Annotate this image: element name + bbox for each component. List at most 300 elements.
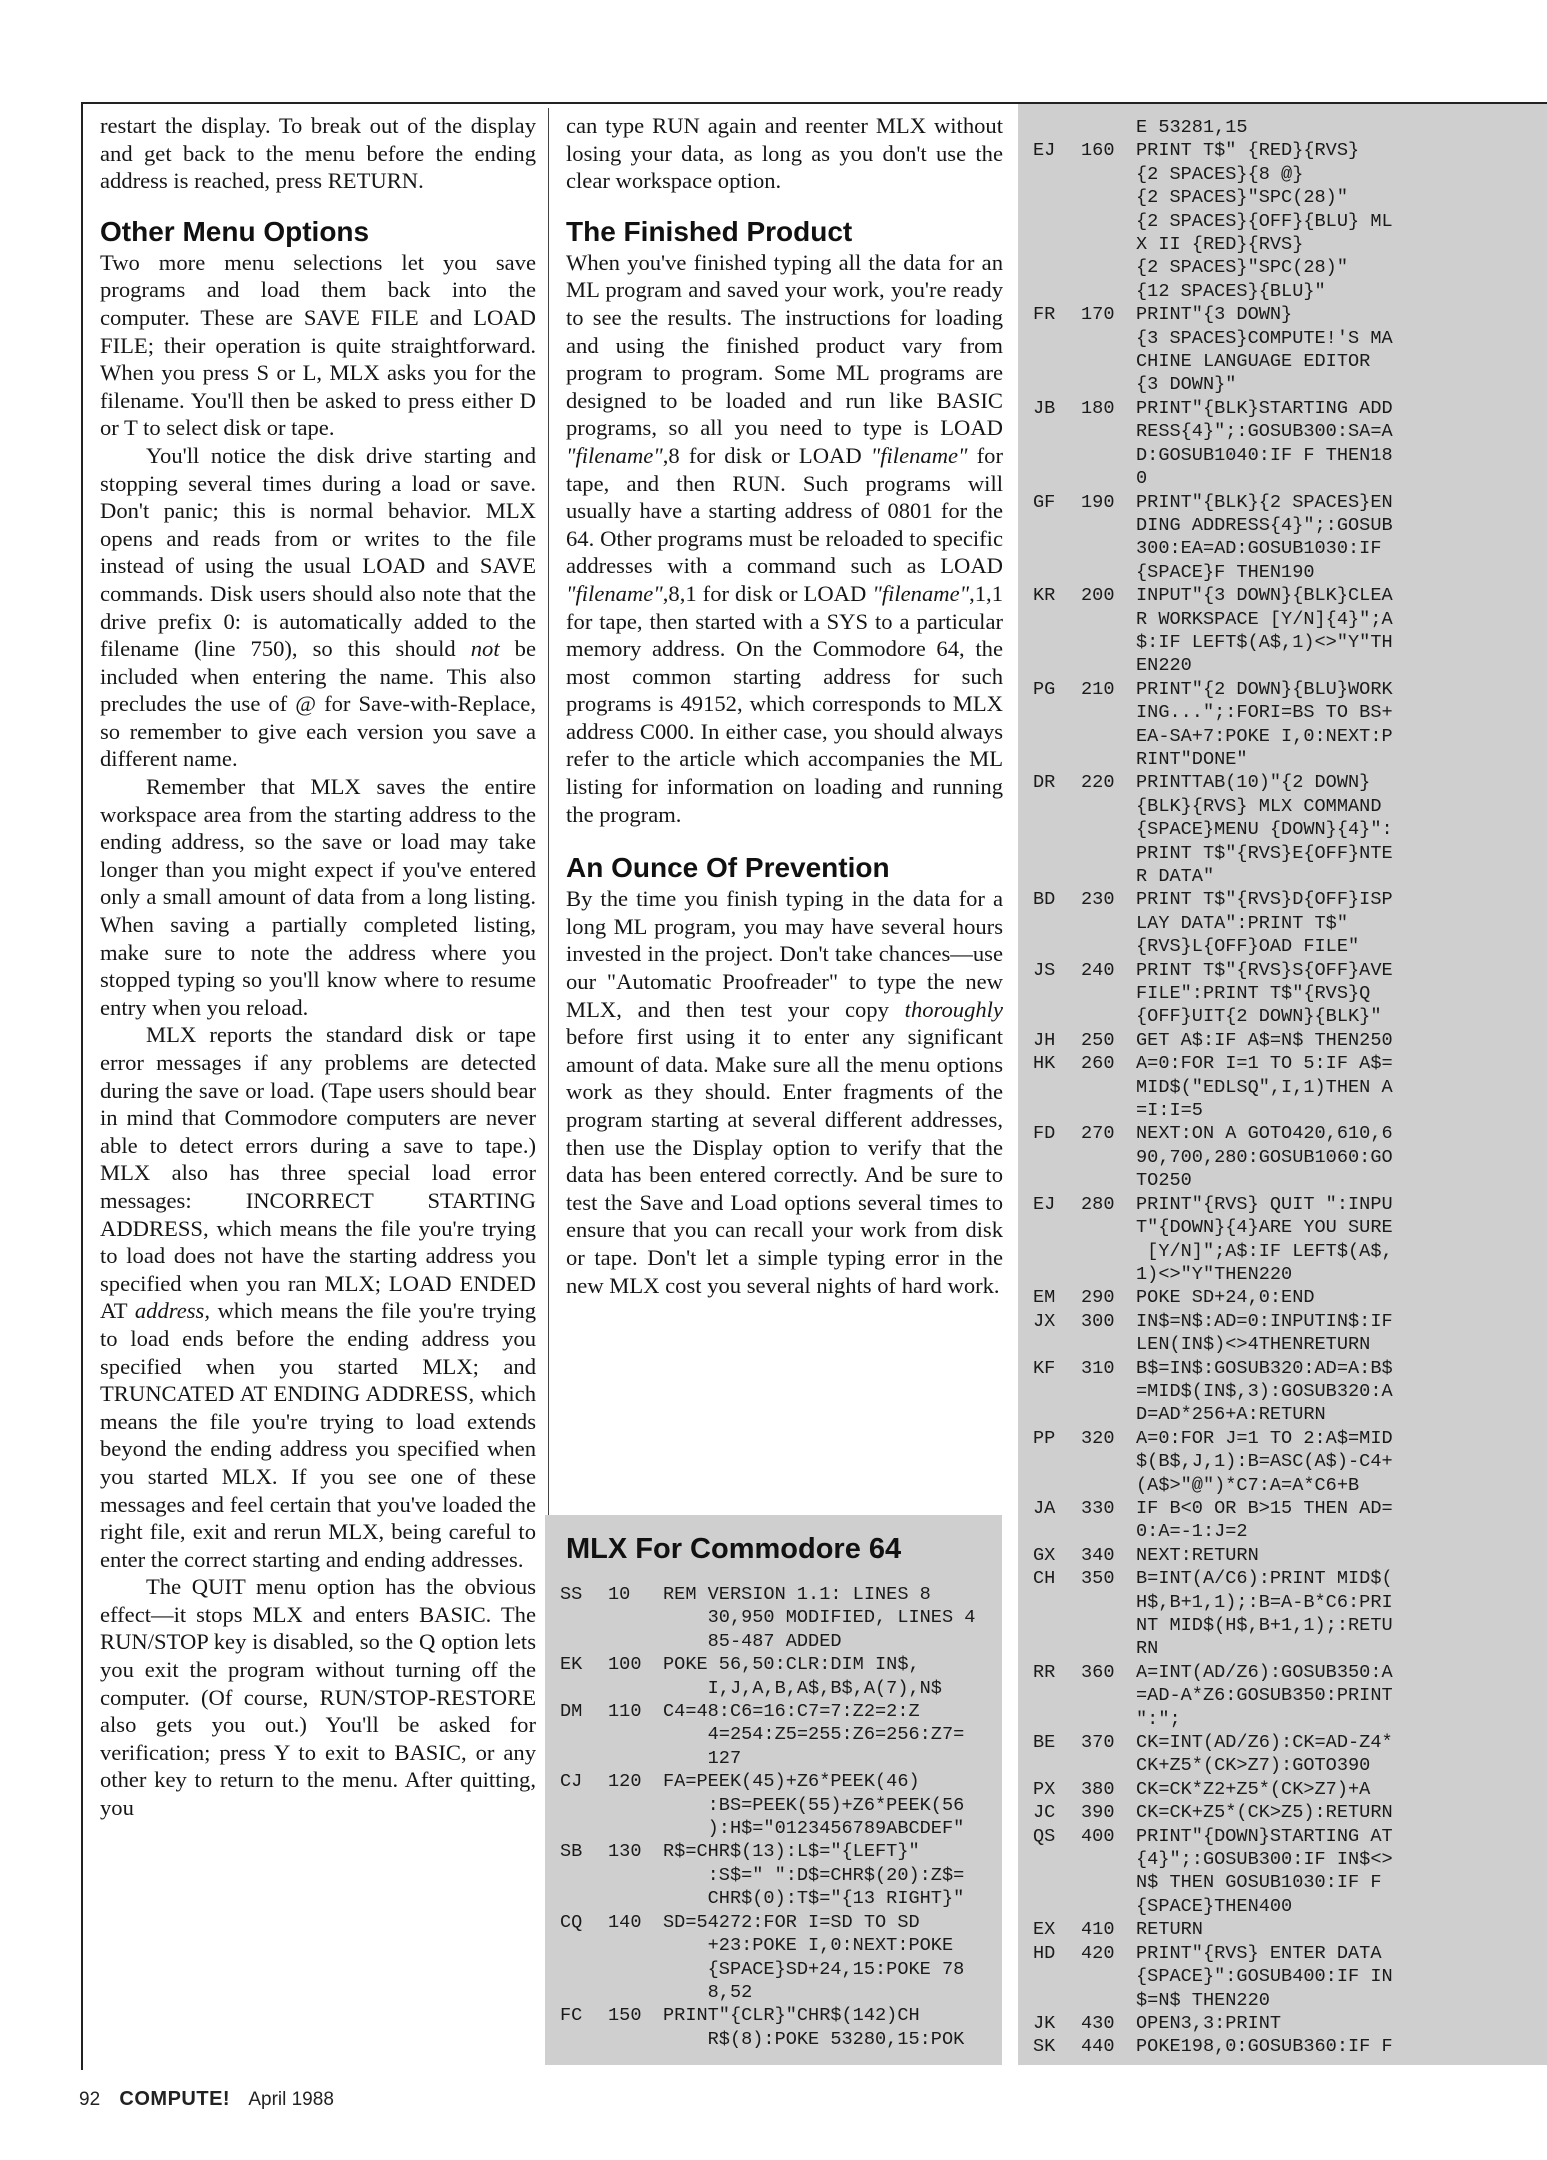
code-text: FILE":PRINT T$"{RVS}Q: [1136, 983, 1371, 1005]
code-line: [1033, 912, 1393, 935]
line-number: 260: [1081, 1053, 1115, 1075]
code-line: [1033, 491, 1393, 514]
code-text: 90,700,280:GOSUB1060:GO: [1136, 1146, 1393, 1168]
code-text: $:IF LEFT$(A$,1)<>"Y"TH: [1136, 631, 1393, 653]
code-line: [560, 1747, 975, 1770]
code-line: [1033, 1169, 1393, 1192]
code-text: B=INT(A/C6):PRINT MID$(: [1136, 1568, 1393, 1590]
code-line: [560, 2004, 975, 2027]
code-line: [1033, 1708, 1393, 1731]
checksum-code: [1033, 1240, 1081, 1263]
line-number: [608, 1630, 663, 1653]
code-line: [1033, 1848, 1393, 1871]
line-number: [1081, 1146, 1136, 1169]
code-line: [1033, 1778, 1393, 1801]
checksum-code: EM: [1033, 1287, 1056, 1309]
checksum-code: [1033, 373, 1081, 396]
code-text: PRINT"{3 DOWN}: [1136, 304, 1293, 326]
code-text: 0:A=-1:J=2: [1136, 1521, 1248, 1543]
checksum-code: [560, 1817, 608, 1840]
section-heading: Other Menu Options: [100, 215, 370, 247]
code-line: [1033, 701, 1393, 724]
line-number: [1081, 1591, 1136, 1614]
checksum-code: [1033, 865, 1081, 888]
code-line: [560, 1677, 975, 1700]
code-line: [1033, 1591, 1393, 1614]
article-column-2: [566, 112, 1003, 1299]
code-line: [1033, 303, 1393, 326]
checksum-code: [1033, 1216, 1081, 1239]
code-line: [560, 1794, 975, 1817]
checksum-code: EK: [560, 1654, 583, 1676]
code-line: [560, 1583, 975, 1606]
code-line: [1033, 1286, 1393, 1309]
line-number: [608, 1864, 663, 1887]
code-line: [1033, 1871, 1393, 1894]
code-line: [1033, 1895, 1393, 1918]
line-number: [1081, 1684, 1136, 1707]
code-text: C4=48:C6=16:C7=7:Z2=2:Z: [663, 1701, 920, 1723]
code-text: CK=INT(AD/Z6):CK=AD-Z4*: [1136, 1732, 1393, 1754]
code-text: POKE198,0:GOSUB360:IF F: [1136, 2036, 1393, 2058]
checksum-code: [1033, 818, 1081, 841]
checksum-code: [1033, 327, 1081, 350]
line-number: [1081, 163, 1136, 186]
line-number: 330: [1081, 1497, 1115, 1519]
line-number: [608, 1934, 663, 1957]
code-line: [1033, 444, 1393, 467]
code-text: PRINT T$"{RVS}S{OFF}AVE: [1136, 959, 1393, 981]
checksum-code: [1033, 935, 1081, 958]
paragraph: The QUIT menu option has the obvious effect—it stops MLX and enters BASIC. The RUN/STOP key is disabled, so the Q option lets you exit the program without turning off the computer. (Of course, RUN/STOP-RESTORE also gets you out.) You'll be asked for verification; press Y to exit to BASIC, or any other key to return to the menu. After quitting, you: [100, 1574, 536, 1821]
checksum-code: FD: [1033, 1123, 1056, 1145]
line-number: 410: [1081, 1919, 1115, 1941]
code-line: [560, 1817, 975, 1840]
checksum-code: GF: [1033, 491, 1056, 513]
line-number: [1081, 1450, 1136, 1473]
code-text: INPUT"{3 DOWN}{BLK}CLEA: [1136, 585, 1393, 607]
line-number: 350: [1081, 1568, 1115, 1590]
checksum-code: [1033, 1614, 1081, 1637]
code-text: :S$=" ":D$=CHR$(20):Z$=: [663, 1864, 965, 1886]
line-number: 380: [1081, 1778, 1115, 1800]
code-line: [1033, 116, 1393, 139]
checksum-code: [1033, 561, 1081, 584]
code-text: {12 SPACES}{BLU}": [1136, 280, 1326, 302]
code-line: [560, 1840, 975, 1863]
checksum-code: QS: [1033, 1825, 1056, 1847]
line-number: 420: [1081, 1942, 1115, 1964]
checksum-code: BE: [1033, 1732, 1056, 1754]
line-number: [1081, 1380, 1136, 1403]
checksum-code: [1033, 701, 1081, 724]
checksum-code: DR: [1033, 772, 1056, 794]
code-text: H$,B+1,1);:B=A-B*C6:PRI: [1136, 1591, 1393, 1613]
code-line: [560, 1887, 975, 1910]
paragraph: You'll notice the disk drive starting and stopping several times during a load or save. Don't panic; this is normal behavior. MLX opens and reads from or writes to the file instead of using the usual LOAD and SAVE commands. Disk users should also note that the drive prefix 0: is automatically added to the filename (line 750), so this should not be included when entering the name. This also precludes the use of @ for Save-with-Replace, so remember to give each version you save a different name.: [100, 442, 536, 772]
line-number: 160: [1081, 140, 1115, 162]
line-number: [1081, 350, 1136, 373]
checksum-code: [1033, 1708, 1081, 1731]
page-footer: [79, 2088, 348, 2111]
code-text: GET A$:IF A$=N$ THEN250: [1136, 1029, 1393, 1051]
code-text: IN$=N$:AD=0:INPUTIN$:IF: [1136, 1310, 1393, 1332]
checksum-code: [1033, 1076, 1081, 1099]
code-line: [1033, 1427, 1393, 1450]
checksum-code: CH: [1033, 1568, 1056, 1590]
checksum-code: [1033, 1871, 1081, 1894]
line-number: [1081, 1520, 1136, 1543]
line-number: 430: [1081, 2012, 1115, 2034]
checksum-code: KR: [1033, 585, 1056, 607]
code-text: CK+Z5*(CK>Z7):GOTO390: [1136, 1755, 1371, 1777]
checksum-code: [1033, 1263, 1081, 1286]
line-number: 370: [1081, 1732, 1115, 1754]
code-line: [1033, 584, 1393, 607]
code-text: {RVS}L{OFF}OAD FILE": [1136, 936, 1360, 958]
code-text: NT MID$(H$,B+1,1);:RETU: [1136, 1615, 1393, 1636]
checksum-code: PG: [1033, 678, 1056, 700]
code-text: D=AD*256+A:RETURN: [1136, 1404, 1326, 1426]
code-line: [1033, 1497, 1393, 1520]
line-number: [1081, 748, 1136, 771]
line-number: [608, 1606, 663, 1629]
checksum-code: JX: [1033, 1310, 1056, 1332]
section-heading: An Ounce Of Prevention: [566, 852, 890, 884]
code-text: R WORKSPACE [Y/N]{4}";A: [1136, 608, 1393, 630]
code-line: [1033, 1076, 1393, 1099]
code-text: CHINE LANGUAGE EDITOR: [1136, 351, 1371, 373]
line-number: 320: [1081, 1427, 1115, 1449]
checksum-code: [1033, 1005, 1081, 1028]
code-line: [1033, 1005, 1393, 1028]
line-number: [1081, 1871, 1136, 1894]
code-text: N$ THEN GOSUB1030:IF F: [1136, 1872, 1382, 1894]
checksum-code: SB: [560, 1841, 583, 1863]
line-number: [608, 1677, 663, 1700]
code-text: EA-SA+7:POKE I,0:NEXT:P: [1136, 725, 1393, 747]
line-number: [1081, 1263, 1136, 1286]
line-number: [1081, 1637, 1136, 1660]
checksum-code: [1033, 608, 1081, 631]
checksum-code: PP: [1033, 1427, 1056, 1449]
checksum-code: CQ: [560, 1911, 583, 1933]
line-number: 10: [608, 1584, 631, 1605]
line-number: [1081, 701, 1136, 724]
code-line: [560, 1700, 975, 1723]
code-line: [1033, 842, 1393, 865]
code-line: [1033, 1380, 1393, 1403]
section-heading: The Finished Product: [566, 215, 853, 247]
code-line: [1033, 1099, 1393, 1122]
line-number: [608, 1958, 663, 1981]
code-line: [1033, 1193, 1393, 1216]
code-line: [1033, 654, 1393, 677]
code-line: [1033, 1754, 1393, 1777]
code-line: [1033, 1146, 1393, 1169]
code-text: R DATA": [1136, 866, 1215, 887]
code-line: [1033, 678, 1393, 701]
line-number: [1081, 631, 1136, 654]
checksum-code: [1033, 280, 1081, 303]
code-text: PRINT"{CLR}"CHR$(142)CH: [663, 2005, 920, 2027]
code-text: TO250: [1136, 1170, 1192, 1192]
paragraph: MLX reports the standard disk or tape error messages if any problems are detected during the save or load. (Tape users should bear in mind that Commodore computers are never able to detect errors during a save to tape.) MLX also has three special load error messages: INCORRECT STARTING ADDRESS, which means the file you're trying to load does not have the starting address you specified when you ran MLX; LOAD ENDED AT address, which means the file you're trying to load ends before the ending address you specified when you started MLX; and TRUNCATED AT ENDING ADDRESS, which means the file you're trying to load extends beyond the ending address you specified when you started MLX. If you see one of these messages and feel certain that you've loaded the right file, exit and rerun MLX, being careful to enter the correct starting and ending addresses.: [100, 1022, 536, 1572]
checksum-code: JS: [1033, 959, 1056, 981]
code-line: [1033, 256, 1393, 279]
paragraph: restart the display. To break out of the display and get back to the menu before the ending address is reached, press RETURN.: [100, 113, 536, 194]
checksum-code: [1033, 795, 1081, 818]
code-line: [1033, 467, 1393, 490]
code-text: POKE 56,50:CLR:DIM IN$,: [663, 1654, 920, 1676]
code-text: {SPACE}MENU {DOWN}{4}":: [1136, 819, 1393, 841]
checksum-code: [1033, 350, 1081, 373]
code-line: [1033, 771, 1393, 794]
code-text: PRINT"{RVS} QUIT ":INPU: [1136, 1193, 1393, 1215]
line-number: [1081, 233, 1136, 256]
checksum-code: [1033, 912, 1081, 935]
checksum-code: FC: [560, 2005, 583, 2027]
code-line: [1033, 1029, 1393, 1052]
code-text: {3 DOWN}": [1136, 374, 1237, 396]
checksum-code: SK: [1033, 2036, 1056, 2058]
line-number: [1081, 1099, 1136, 1122]
line-number: [1081, 1614, 1136, 1637]
checksum-code: HD: [1033, 1942, 1056, 1964]
checksum-code: [1033, 1591, 1081, 1614]
code-text: :BS=PEEK(55)+Z6*PEEK(56: [663, 1794, 965, 1816]
code-text: POKE SD+24,0:END: [1136, 1287, 1315, 1309]
code-text: LEN(IN$)<>4THENRETURN: [1136, 1334, 1371, 1356]
code-text: E 53281,15: [1136, 117, 1248, 138]
code-text: [Y/N]";A$:IF LEFT$(A$,: [1136, 1240, 1393, 1262]
checksum-code: [1033, 1895, 1081, 1918]
checksum-code: [1033, 186, 1081, 209]
code-text: 30,950 MODIFIED, LINES 4: [663, 1607, 976, 1629]
code-line: [1033, 373, 1393, 396]
line-number: [608, 1981, 663, 2004]
line-number: 250: [1081, 1029, 1115, 1051]
line-number: [1081, 608, 1136, 631]
checksum-code: [1033, 982, 1081, 1005]
checksum-code: RR: [1033, 1661, 1056, 1683]
line-number: [1081, 982, 1136, 1005]
code-text: ):H$="0123456789ABCDEF": [663, 1818, 965, 1840]
paragraph: By the time you finish typing in the data for a long ML program, you may have several hours invested in the project. Don't take chances—use our "Automatic Proofreader" to type the new MLX, and then test your copy thoroughly before first using it to enter any significant amount of data. Make sure all the menu options work as they should. Enter fragments of the program starting at several different addresses, then use the Display option to verify that the data has been entered correctly. And be sure to test the Save and Load options several times to ensure that you can recall your work from disk or tape. Don't let a simple typing error in the new MLX cost you several nights of hard work.: [566, 886, 1003, 1298]
checksum-code: FR: [1033, 304, 1056, 326]
checksum-code: HK: [1033, 1053, 1056, 1075]
code-line: [1033, 163, 1393, 186]
code-text: ":";: [1136, 1708, 1181, 1730]
checksum-code: [560, 2028, 608, 2051]
code-line: [1033, 1965, 1393, 1988]
code-line: [560, 1958, 975, 1981]
line-number: [1081, 327, 1136, 350]
code-line: [1033, 1801, 1393, 1824]
code-text: {3 SPACES}COMPUTE!'S MA: [1136, 327, 1393, 349]
line-number: [1081, 1754, 1136, 1777]
checksum-code: [1033, 467, 1081, 490]
checksum-code: [1033, 537, 1081, 560]
line-number: 210: [1081, 678, 1115, 700]
checksum-code: [1033, 1520, 1081, 1543]
paragraph: When you've finished typing all the data for an ML program and saved your work, you're ready to see the results. The instructions for loading and using the finished product vary from program to program. Some ML programs are designed to be loaded and run like BASIC programs, so all you need to type is LOAD "filename",8 for disk or LOAD "filename" for tape, and then RUN. Such programs will usually have a starting address of 0801 for the 64. Other programs must be reloaded to specific addresses with a command such as LOAD "filename",8,1 for disk or LOAD "filename",1,1 for tape, then started with a SYS to a particular memory address. On the Commodore 64, the most common starting address for such programs is 49152, which corresponds to MLX address C000. In either case, you should always refer to the article which accompanies the ML listing for information on loading and running the program.: [566, 249, 1003, 827]
code-line: [1033, 210, 1393, 233]
code-text: ING...";:FORI=BS TO BS+: [1136, 702, 1393, 724]
checksum-code: [1033, 1450, 1081, 1473]
code-line: [1033, 1825, 1393, 1848]
line-number: [1081, 420, 1136, 443]
checksum-code: [1033, 748, 1081, 771]
checksum-code: PX: [1033, 1778, 1056, 1800]
code-line: [560, 1653, 975, 1676]
code-text: $=N$ THEN220: [1136, 1989, 1270, 2011]
checksum-code: [1033, 1637, 1081, 1660]
code-text: {SPACE}F THEN190: [1136, 561, 1315, 583]
code-line: [560, 1770, 975, 1793]
code-text: {2 SPACES}"SPC(28)": [1136, 257, 1349, 279]
line-number: [1081, 1474, 1136, 1497]
checksum-code: [1033, 233, 1081, 256]
code-text: A=0:FOR J=1 TO 2:A$=MID: [1136, 1427, 1393, 1449]
checksum-code: [1033, 1754, 1081, 1777]
checksum-code: [560, 1864, 608, 1887]
code-line: [1033, 818, 1393, 841]
code-line: [1033, 1474, 1393, 1497]
checksum-code: [1033, 256, 1081, 279]
code-line: [1033, 608, 1393, 631]
checksum-code: [1033, 1474, 1081, 1497]
code-text: MID$("EDLSQ",I,1)THEN A: [1136, 1076, 1393, 1098]
checksum-code: [1033, 654, 1081, 677]
checksum-code: DM: [560, 1701, 583, 1723]
code-text: CHR$(0):T$="{13 RIGHT}": [663, 1888, 965, 1910]
checksum-code: JB: [1033, 397, 1056, 419]
code-text: A=0:FOR I=1 TO 5:IF A$=: [1136, 1053, 1393, 1075]
line-number: [1081, 256, 1136, 279]
checksum-code: [560, 1981, 608, 2004]
line-number: 310: [1081, 1357, 1115, 1379]
code-text: CK=CK*Z2+Z5*(CK>Z7)+A: [1136, 1778, 1371, 1800]
code-text: =MID$(IN$,3):GOSUB320:A: [1136, 1380, 1393, 1402]
code-line: [1033, 1333, 1393, 1356]
line-number: 400: [1081, 1825, 1115, 1847]
code-text: 85-487 ADDED: [663, 1630, 842, 1652]
code-line: [1033, 795, 1393, 818]
checksum-code: [1033, 1169, 1081, 1192]
checksum-code: [560, 1887, 608, 1910]
code-text: (A$>"@")*C7:A=A*C6+B: [1136, 1474, 1360, 1496]
code-text: 127: [663, 1747, 742, 1769]
checksum-code: [1033, 842, 1081, 865]
code-line: [1033, 537, 1393, 560]
code-line: [1033, 982, 1393, 1005]
code-line: [1033, 1357, 1393, 1380]
line-number: [1081, 1333, 1136, 1356]
code-line: [1033, 1544, 1393, 1567]
line-number: [1081, 935, 1136, 958]
code-text: NEXT:RETURN: [1136, 1544, 1259, 1566]
code-line: [1033, 1661, 1393, 1684]
code-text: D:GOSUB1040:IF F THEN18: [1136, 444, 1393, 466]
checksum-code: [1033, 1380, 1081, 1403]
code-line: [1033, 561, 1393, 584]
code-text: {SPACE}SD+24,15:POKE 78: [663, 1958, 965, 1980]
checksum-code: [1033, 1965, 1081, 1988]
code-line: [560, 1630, 975, 1653]
checksum-code: [560, 1958, 608, 1981]
code-line: [560, 1723, 975, 1746]
line-number: [1081, 1403, 1136, 1426]
line-number: [1081, 1169, 1136, 1192]
line-number: 280: [1081, 1193, 1115, 1215]
line-number: [1081, 561, 1136, 584]
code-line: [560, 1981, 975, 2004]
code-text: +23:POKE I,0:NEXT:POKE: [663, 1935, 954, 1957]
code-text: RESS{4}";:GOSUB300:SA=A: [1136, 421, 1393, 443]
line-number: [1081, 1240, 1136, 1263]
code-text: 300:EA=AD:GOSUB1030:IF: [1136, 538, 1382, 560]
checksum-code: [560, 1934, 608, 1957]
checksum-code: [1033, 1848, 1081, 1871]
code-text: {2 SPACES}{OFF}{BLU} ML: [1136, 210, 1393, 232]
code-text: PRINT T$" {RED}{RVS}: [1136, 140, 1360, 162]
code-line: [1033, 1567, 1393, 1590]
code-line: [1033, 420, 1393, 443]
code-line: [1033, 397, 1393, 420]
line-number: [1081, 1895, 1136, 1918]
code-line: [1033, 514, 1393, 537]
line-number: 170: [1081, 304, 1115, 326]
line-number: [1081, 912, 1136, 935]
code-line: [1033, 1918, 1393, 1941]
code-text: R$=CHR$(13):L$="{LEFT}": [663, 1841, 920, 1863]
code-text: EN220: [1136, 655, 1192, 677]
checksum-code: [560, 1677, 608, 1700]
line-number: [1081, 210, 1136, 233]
checksum-code: [1033, 725, 1081, 748]
checksum-code: [1033, 1333, 1081, 1356]
checksum-code: [1033, 444, 1081, 467]
checksum-code: JK: [1033, 2012, 1056, 2034]
line-number: 440: [1081, 2036, 1115, 2058]
line-number: [1081, 467, 1136, 490]
checksum-code: JH: [1033, 1029, 1056, 1051]
code-text: 1)<>"Y"THEN220: [1136, 1263, 1293, 1285]
code-line: [1033, 1310, 1393, 1333]
checksum-code: [560, 1630, 608, 1653]
checksum-code: CJ: [560, 1771, 583, 1793]
code-line: [1033, 748, 1393, 771]
code-text: IF B<0 OR B>15 THEN AD=: [1136, 1497, 1393, 1519]
checksum-code: [1033, 420, 1081, 443]
checksum-code: [1033, 1099, 1081, 1122]
code-text: LAY DATA":PRINT T$": [1136, 912, 1349, 934]
code-text: A=INT(AD/Z6):GOSUB350:A: [1136, 1661, 1393, 1683]
checksum-code: EJ: [1033, 140, 1056, 162]
checksum-code: SS: [560, 1584, 583, 1605]
code-line: [1033, 1637, 1393, 1660]
page-number: 92: [79, 2089, 101, 2110]
code-line: [1033, 350, 1393, 373]
code-text: PRINT"{BLK}STARTING ADD: [1136, 397, 1393, 419]
code-text: REM VERSION 1.1: LINES 8: [663, 1584, 931, 1605]
line-number: [1081, 1708, 1136, 1731]
code-line: [1033, 1450, 1393, 1473]
code-text: CK=CK+Z5*(CK>Z5):RETURN: [1136, 1802, 1393, 1824]
code-text: {BLK}{RVS} MLX COMMAND: [1136, 795, 1382, 817]
code-text: R$(8):POKE 53280,15:POK: [663, 2028, 965, 2050]
